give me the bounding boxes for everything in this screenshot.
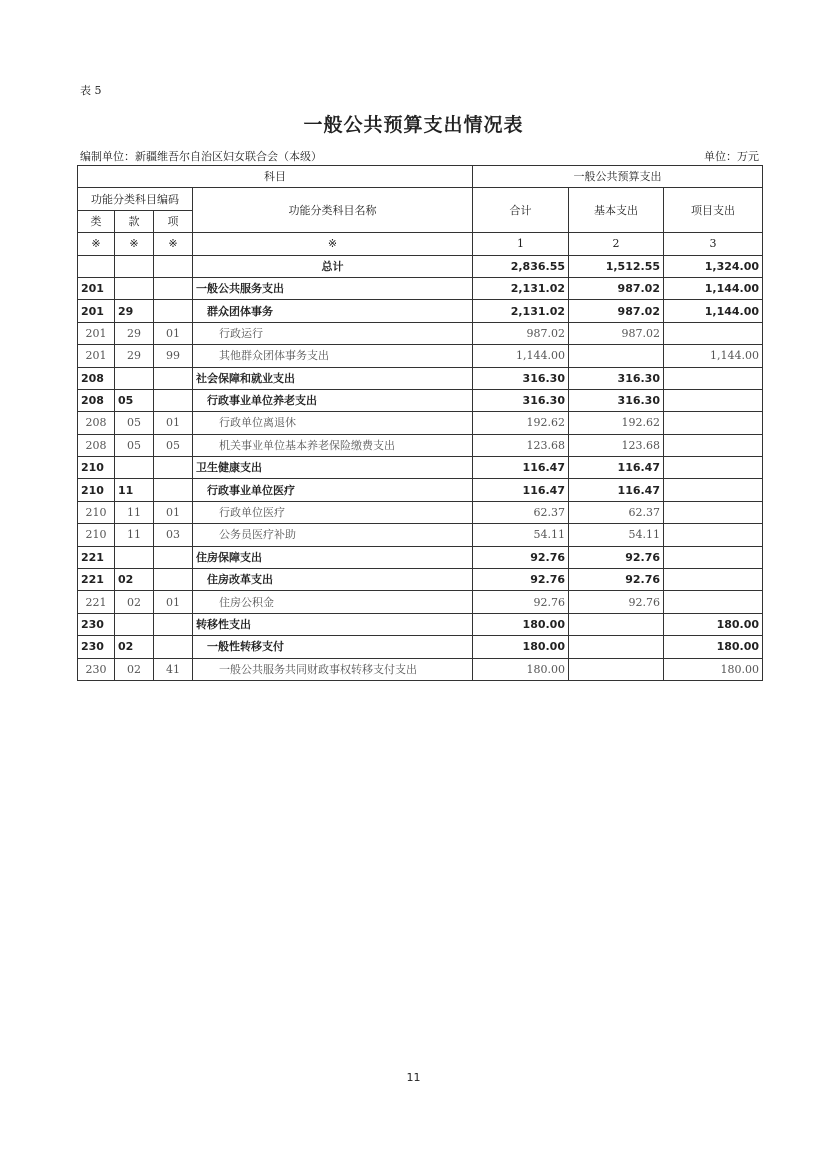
- row-basic: 116.47: [569, 457, 664, 479]
- row-lei: 230: [78, 636, 115, 658]
- row-project: [664, 479, 763, 501]
- table-row: [78, 658, 763, 680]
- row-project: [664, 434, 763, 456]
- row-name: 一般性转移支付: [193, 636, 473, 658]
- row-total: 92.76: [473, 591, 569, 613]
- row-name: 其他群众团体事务支出: [193, 345, 473, 367]
- row-kuan: 05: [115, 434, 154, 456]
- row-name: 社会保障和就业支出: [193, 367, 473, 389]
- marker-name: ※: [193, 233, 473, 255]
- row-project: 180.00: [664, 613, 763, 635]
- row-lei: 201: [78, 345, 115, 367]
- row-kuan: 29: [115, 345, 154, 367]
- row-total: 316.30: [473, 389, 569, 411]
- table-row: [78, 367, 763, 389]
- total-basic: 1,512.55: [569, 255, 664, 277]
- row-total: 180.00: [473, 658, 569, 680]
- row-xiang: 03: [154, 524, 193, 546]
- row-lei: 230: [78, 613, 115, 635]
- row-name: 住房公积金: [193, 591, 473, 613]
- row-basic: 316.30: [569, 367, 664, 389]
- xiang-header: 项: [154, 210, 193, 232]
- table-row: [78, 277, 763, 299]
- subject-header: 科目: [78, 166, 473, 188]
- row-name: 住房改革支出: [193, 569, 473, 591]
- row-basic: 92.76: [569, 569, 664, 591]
- row-project: [664, 457, 763, 479]
- marker-row: [78, 233, 763, 255]
- row-xiang: 05: [154, 434, 193, 456]
- project-header: 项目支出: [664, 188, 763, 233]
- row-kuan: 02: [115, 658, 154, 680]
- row-name: 机关事业单位基本养老保险缴费支出: [193, 434, 473, 456]
- total-kuan: [115, 255, 154, 277]
- total-header: 合计: [473, 188, 569, 233]
- row-project: [664, 591, 763, 613]
- page-number: 11: [406, 1071, 421, 1084]
- row-xiang: [154, 300, 193, 322]
- row-xiang: [154, 546, 193, 568]
- row-project: [664, 524, 763, 546]
- row-xiang: 01: [154, 412, 193, 434]
- row-xiang: [154, 613, 193, 635]
- row-total: 62.37: [473, 501, 569, 523]
- row-name: 一般公共服务共同财政事权转移支付支出: [193, 658, 473, 680]
- row-basic: 987.02: [569, 277, 664, 299]
- table-row: [78, 569, 763, 591]
- table-row: [78, 345, 763, 367]
- row-basic: 987.02: [569, 300, 664, 322]
- row-project: [664, 322, 763, 344]
- row-total: 116.47: [473, 479, 569, 501]
- row-lei: 208: [78, 389, 115, 411]
- marker-lei: ※: [78, 233, 115, 255]
- table-row: [78, 524, 763, 546]
- total-lei: [78, 255, 115, 277]
- row-lei: 230: [78, 658, 115, 680]
- row-xiang: [154, 457, 193, 479]
- row-kuan: 11: [115, 501, 154, 523]
- row-kuan: 05: [115, 412, 154, 434]
- table-row: [78, 501, 763, 523]
- row-xiang: 01: [154, 501, 193, 523]
- row-project: [664, 546, 763, 568]
- marker-xiang: ※: [154, 233, 193, 255]
- row-name: 卫生健康支出: [193, 457, 473, 479]
- total-project: 1,324.00: [664, 255, 763, 277]
- row-lei: 210: [78, 501, 115, 523]
- row-project: [664, 412, 763, 434]
- table-number: 表 5: [80, 84, 102, 97]
- row-name: 群众团体事务: [193, 300, 473, 322]
- row-kuan: 11: [115, 479, 154, 501]
- row-kuan: 02: [115, 591, 154, 613]
- row-total: 123.68: [473, 434, 569, 456]
- row-total: 1,144.00: [473, 345, 569, 367]
- row-xiang: 01: [154, 322, 193, 344]
- row-name: 行政运行: [193, 322, 473, 344]
- row-xiang: [154, 636, 193, 658]
- row-lei: 201: [78, 277, 115, 299]
- row-project: [664, 569, 763, 591]
- row-name: 行政单位医疗: [193, 501, 473, 523]
- marker-basic: 2: [569, 233, 664, 255]
- row-total: 180.00: [473, 636, 569, 658]
- page-title: 一般公共预算支出情况表: [303, 114, 524, 136]
- header-row-2: [78, 188, 763, 210]
- table-row: [78, 412, 763, 434]
- row-name: 行政事业单位养老支出: [193, 389, 473, 411]
- row-xiang: [154, 479, 193, 501]
- row-lei: 210: [78, 457, 115, 479]
- marker-project: 3: [664, 233, 763, 255]
- row-kuan: 29: [115, 300, 154, 322]
- row-lei: 208: [78, 412, 115, 434]
- row-lei: 208: [78, 434, 115, 456]
- code-group-header: 功能分类科目编码: [78, 188, 193, 210]
- table-row: [78, 546, 763, 568]
- row-xiang: [154, 277, 193, 299]
- row-kuan: 02: [115, 636, 154, 658]
- table-row: [78, 434, 763, 456]
- basic-header: 基本支出: [569, 188, 664, 233]
- table-row: [78, 591, 763, 613]
- row-basic: 54.11: [569, 524, 664, 546]
- row-kuan: [115, 457, 154, 479]
- table-row: [78, 636, 763, 658]
- row-xiang: [154, 367, 193, 389]
- row-name: 公务员医疗补助: [193, 524, 473, 546]
- row-total: 987.02: [473, 322, 569, 344]
- row-kuan: 05: [115, 389, 154, 411]
- row-project: 1,144.00: [664, 345, 763, 367]
- kuan-header: 款: [115, 210, 154, 232]
- row-kuan: [115, 277, 154, 299]
- row-xiang: [154, 389, 193, 411]
- row-total: 92.76: [473, 546, 569, 568]
- row-xiang: [154, 569, 193, 591]
- table-row: [78, 613, 763, 635]
- total-total: 2,836.55: [473, 255, 569, 277]
- row-xiang: 41: [154, 658, 193, 680]
- row-basic: 123.68: [569, 434, 664, 456]
- total-xiang: [154, 255, 193, 277]
- table-row: [78, 389, 763, 411]
- compiling-unit: 编制单位：新疆维吾尔自治区妇女联合会（本级）: [80, 150, 322, 163]
- row-total: 316.30: [473, 367, 569, 389]
- row-lei: 208: [78, 367, 115, 389]
- table-row: [78, 479, 763, 501]
- row-basic: 316.30: [569, 389, 664, 411]
- row-total: 2,131.02: [473, 300, 569, 322]
- row-total: 192.62: [473, 412, 569, 434]
- row-basic: [569, 613, 664, 635]
- row-name: 行政事业单位医疗: [193, 479, 473, 501]
- row-kuan: [115, 367, 154, 389]
- row-kuan: [115, 613, 154, 635]
- row-lei: 201: [78, 322, 115, 344]
- row-basic: 192.62: [569, 412, 664, 434]
- row-basic: [569, 636, 664, 658]
- row-basic: 62.37: [569, 501, 664, 523]
- marker-kuan: ※: [115, 233, 154, 255]
- marker-total: 1: [473, 233, 569, 255]
- row-project: 180.00: [664, 636, 763, 658]
- row-basic: [569, 658, 664, 680]
- header-row-1: [78, 166, 763, 188]
- row-project: 180.00: [664, 658, 763, 680]
- row-basic: 116.47: [569, 479, 664, 501]
- row-xiang: 01: [154, 591, 193, 613]
- row-lei: 210: [78, 479, 115, 501]
- row-lei: 210: [78, 524, 115, 546]
- row-project: [664, 501, 763, 523]
- row-name: 转移性支出: [193, 613, 473, 635]
- row-project: [664, 389, 763, 411]
- row-basic: 987.02: [569, 322, 664, 344]
- table-row: [78, 322, 763, 344]
- row-total: 180.00: [473, 613, 569, 635]
- row-kuan: 11: [115, 524, 154, 546]
- row-kuan: 29: [115, 322, 154, 344]
- row-lei: 221: [78, 546, 115, 568]
- row-basic: 92.76: [569, 591, 664, 613]
- row-total: 92.76: [473, 569, 569, 591]
- row-kuan: 02: [115, 569, 154, 591]
- row-total: 2,131.02: [473, 277, 569, 299]
- row-lei: 221: [78, 569, 115, 591]
- row-total: 116.47: [473, 457, 569, 479]
- total-label: 总计: [193, 255, 473, 277]
- row-lei: 201: [78, 300, 115, 322]
- row-lei: 221: [78, 591, 115, 613]
- row-xiang: 99: [154, 345, 193, 367]
- row-basic: [569, 345, 664, 367]
- row-name: 住房保障支出: [193, 546, 473, 568]
- row-project: 1,144.00: [664, 277, 763, 299]
- table-row: [78, 300, 763, 322]
- row-project: 1,144.00: [664, 300, 763, 322]
- row-basic: 92.76: [569, 546, 664, 568]
- row-name: 一般公共服务支出: [193, 277, 473, 299]
- lei-header: 类: [78, 210, 115, 232]
- currency-unit: 单位：万元: [704, 150, 759, 163]
- row-name: 行政单位离退休: [193, 412, 473, 434]
- total-row: [78, 255, 763, 277]
- row-total: 54.11: [473, 524, 569, 546]
- row-project: [664, 367, 763, 389]
- budget-table: [77, 165, 763, 681]
- row-kuan: [115, 546, 154, 568]
- budget-header: 一般公共预算支出: [473, 166, 763, 188]
- table-row: [78, 457, 763, 479]
- name-header: 功能分类科目名称: [193, 188, 473, 233]
